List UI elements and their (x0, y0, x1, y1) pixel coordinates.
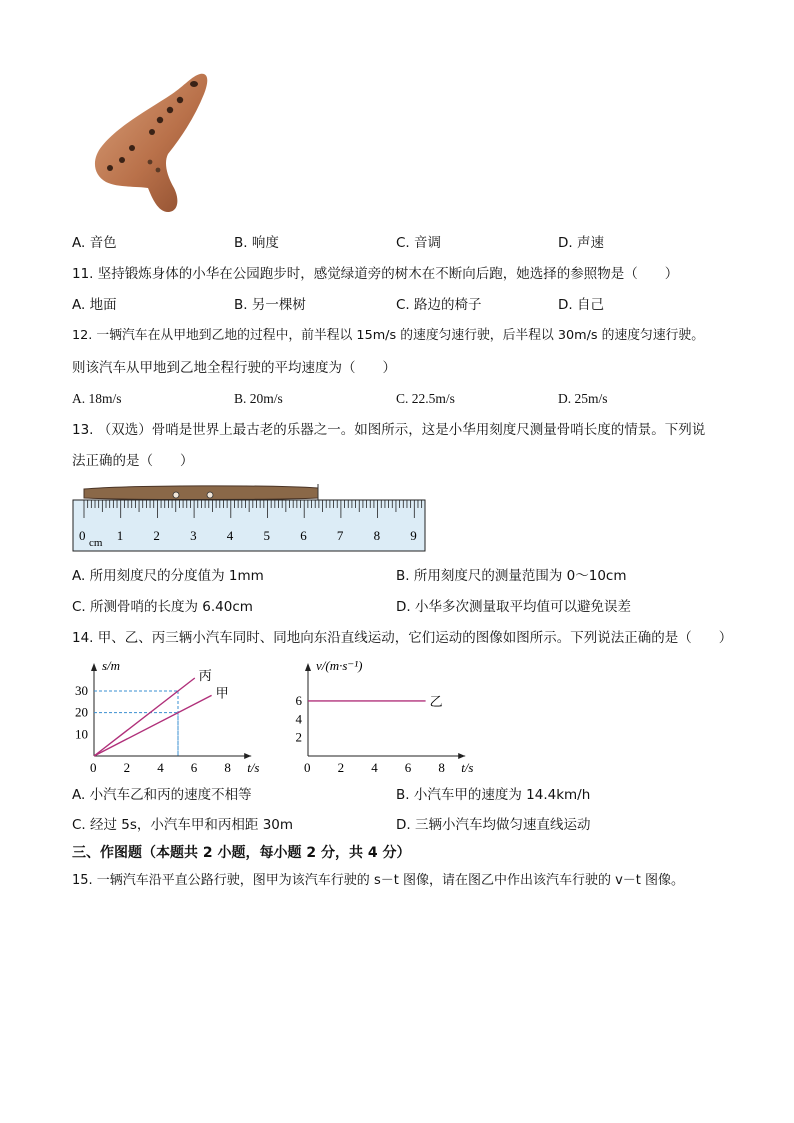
x-tick-2: 2 (123, 760, 131, 775)
y-tick-6: 6 (295, 692, 302, 708)
y-tick-2: 2 (295, 729, 302, 745)
y-tick-30: 30 (75, 683, 88, 698)
ruler-zero-label: 0 (79, 528, 86, 543)
q13-option-a: A. 所用刻度尺的分度值为 1mm (72, 568, 264, 584)
q12-option-d: D. 25m/s (558, 391, 608, 406)
y-axis-label: s/m (102, 658, 121, 673)
q11-stem: 11. 坚持锻炼身体的小华在公园跑步时，感觉绿道旁的树木在不断向后跑，她选择的参照物是（ ） (72, 266, 679, 282)
series-label-0: 乙 (429, 693, 443, 709)
series-line-1 (94, 695, 212, 756)
y-axis-arrow (305, 663, 311, 671)
q15-stem: 15. 一辆汽车沿平直公路行驶，图甲为该汽车行驶的 s－t 图像，请在图乙中作出该汽车行驶的 v－t 图像。 (72, 873, 684, 888)
x-tick-8: 8 (224, 760, 231, 775)
x-tick-4: 4 (157, 760, 164, 775)
ocarina-image (88, 70, 218, 220)
section-3-title: 三、作图题（本题共 2 小题，每小题 2 分，共 4 分） (72, 845, 411, 861)
q12-stem-line1: 12. 一辆汽车在从甲地到乙地的过程中，前半程以 15m/s 的速度匀速行驶，后半程以 30m/s 的速度匀速行驶。 (72, 328, 705, 343)
x-axis-label: t/s (247, 760, 260, 775)
x-tick-0: 0 (90, 760, 97, 775)
ruler-number-7: 7 (336, 528, 344, 543)
y-axis-label: v/(m·s⁻¹) (316, 658, 363, 673)
x-tick-6: 6 (404, 760, 412, 775)
q12-stem-line2: 则该汽车从甲地到乙地全程行驶的平均速度为（ ） (72, 360, 396, 376)
q11-option-a: A. 地面 (72, 297, 117, 313)
y-tick-4: 4 (295, 711, 302, 727)
series-label-1: 甲 (215, 685, 229, 701)
x-tick-6: 6 (190, 760, 198, 775)
q10-option-b: B. 响度 (234, 235, 279, 251)
q13-option-d: D. 小华多次测量取平均值可以避免误差 (396, 599, 631, 615)
q14-option-d: D. 三辆小汽车均做匀速直线运动 (396, 817, 591, 833)
vt-chart (280, 655, 480, 780)
q10-option-c: C. 音调 (396, 235, 442, 251)
x-axis-arrow (458, 753, 465, 759)
ruler-figure (72, 482, 428, 554)
q14-option-b: B. 小汽车甲的速度为 14.4km/h (396, 787, 591, 803)
ruler-number-3: 3 (190, 528, 197, 543)
q12-option-c: C. 22.5m/s (396, 391, 455, 406)
y-axis-arrow (91, 663, 97, 671)
y-tick-10: 10 (75, 726, 88, 742)
x-tick-0: 0 (304, 760, 311, 775)
q11-option-c: C. 路边的椅子 (396, 297, 482, 313)
series-label-0: 丙 (198, 668, 212, 683)
ruler-number-2: 2 (153, 528, 160, 543)
ruler-number-1: 1 (116, 528, 124, 543)
q11-option-d: D. 自己 (558, 297, 604, 313)
x-tick-8: 8 (438, 760, 445, 775)
q13-stem-line1: 13. （双选）骨哨是世界上最古老的乐器之一。如图所示，这是小华用刻度尺测量骨哨长度的情景。下列说 (72, 422, 706, 438)
ruler-number-8: 8 (373, 528, 381, 543)
q13-option-b: B. 所用刻度尺的测量范围为 0～10cm (396, 568, 627, 584)
q10-option-d: D. 声速 (558, 235, 604, 251)
ruler-unit-label: cm (89, 537, 103, 549)
q12-option-b: B. 20m/s (234, 391, 283, 406)
q14-option-a: A. 小汽车乙和丙的速度不相等 (72, 787, 252, 803)
q14-stem: 14. 甲、乙、丙三辆小汽车同时、同地向东沿直线运动，它们运动的图像如图所示。下列说法正确的是（ ） (72, 630, 733, 646)
ruler-number-5: 5 (263, 528, 270, 543)
x-axis-arrow (244, 753, 251, 759)
q10-option-a: A. 音色 (72, 235, 117, 251)
x-axis-label: t/s (461, 760, 474, 775)
q13-stem-line2: 法正确的是（ ） (72, 453, 194, 469)
q13-option-c: C. 所测骨哨的长度为 6.40cm (72, 599, 253, 615)
q12-option-a: A. 18m/s (72, 391, 122, 406)
ruler-number-6: 6 (300, 528, 307, 543)
st-chart (66, 655, 266, 780)
series-line-0 (94, 678, 195, 756)
y-tick-20: 20 (75, 704, 88, 720)
q14-option-c: C. 经过 5s，小汽车甲和丙相距 30m (72, 817, 294, 833)
q11-option-b: B. 另一棵树 (234, 297, 306, 313)
x-tick-4: 4 (371, 760, 378, 775)
ruler-number-9: 9 (410, 528, 417, 543)
ruler-number-4: 4 (226, 528, 234, 543)
x-tick-2: 2 (337, 760, 345, 775)
bone-whistle (84, 486, 318, 500)
